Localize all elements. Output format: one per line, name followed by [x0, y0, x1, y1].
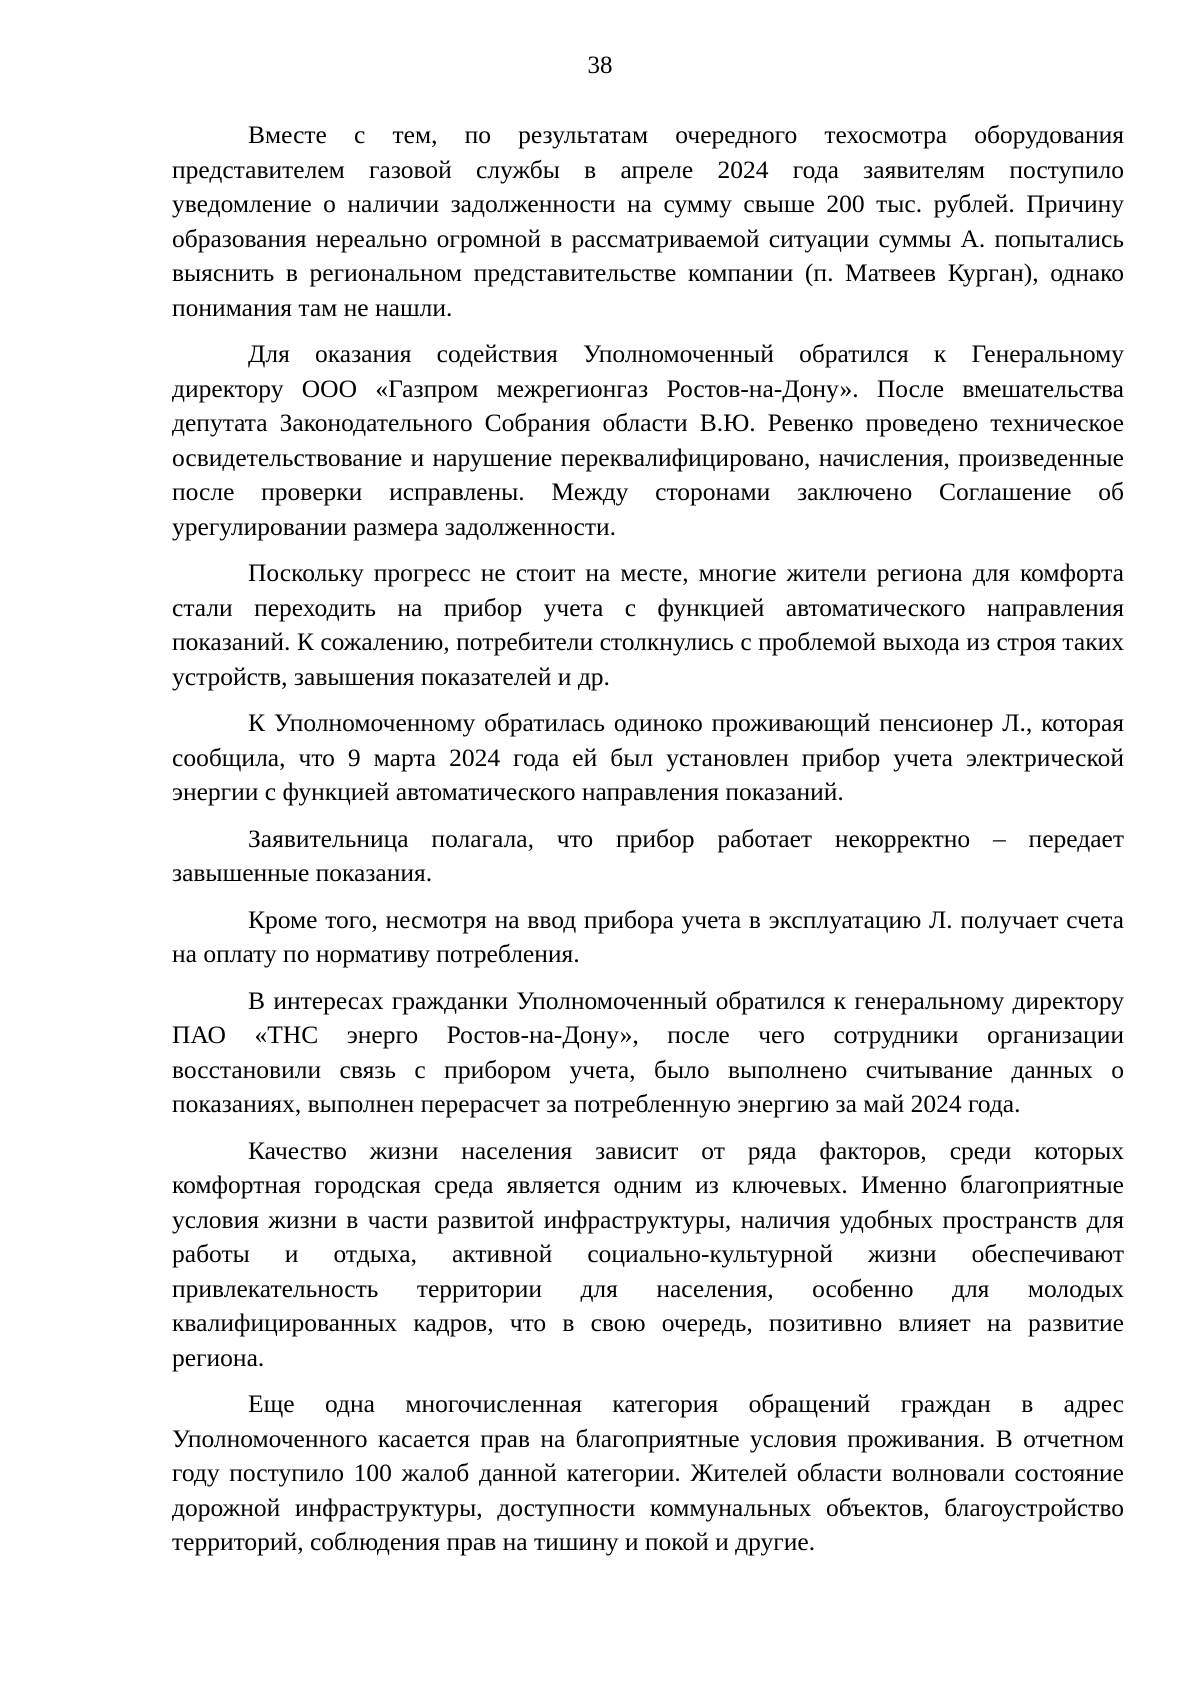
paragraph-quality-of-life: Качество жизни населения зависит от ряда факторов, среди которых комфортная городская среда является одним из ключевых. Именно благоприятные условия жизни в части развитой инфраструктуры, наличия удобных пространств для работы и отдыха, активной социально-культурной жизни обеспечивают привлекательность территории для населения, особенно для молодых квалифицированных кадров, что в свою очередь, позитивно влияет на развитие региона. [172, 1135, 1124, 1372]
paragraph-tns-energo-appeal: В интересах гражданки Уполномоченный обратился к генеральному директору ПАО «ТНС энерго Ростов-на-Дону», после чего сотрудники организации восстановили связь с прибором учета, было выполнено считывание данных о показаниях, выполнен перерасчет за потребленную энергию за май 2024 года. [172, 985, 1124, 1118]
document-body [172, 118, 1124, 1572]
paragraph-pensioner-complaint: К Уполномоченному обратилась одиноко проживающий пенсионер Л., которая сообщила, что 9 марта 2024 года ей был установлен прибор учета электрической энергии с функцией автоматического направления показаний. [172, 708, 1124, 806]
paragraph-smart-meters: Поскольку прогресс не стоит на месте, многие жители региона для комфорта стали переходить на прибор учета с функцией автоматического направления показаний. К сожалению, потребители столкнулись с проблемой выхода из строя таких устройств, завышения показателей и др. [172, 558, 1124, 691]
paragraph-incorrect-readings: Заявительница полагала, что прибор работает некорректно – передает завышенные показания. [172, 823, 1124, 887]
paragraph-living-conditions: Еще одна многочисленная категория обращений граждан в адрес Уполномоченного касается прав на благоприятные условия проживания. В отчетном году поступило 100 жалоб данной категории. Жителей области волновали состояние дорожной инфраструктуры, доступности коммунальных объектов, благоустройство территорий, соблюдения прав на тишину и покой и другие. [172, 1389, 1124, 1556]
paragraph-inspection-debt: Вместе с тем, по результатам очередного техосмотра оборудования представителем газовой службы в апреле 2024 года заявителям поступило уведомление о наличии задолженности на сумму свыше 200 тыс. рублей. Причину образования нереально огромной в рассматриваемой ситуации суммы А. попытались выяснить в региональном представительстве компании (п. Матвеев Курган), однако понимания там не нашли. [172, 120, 1124, 322]
page-number: 38 [587, 52, 613, 79]
paragraph-norm-billing: Кроме того, несмотря на ввод прибора учета в эксплуатацию Л. получает счета на оплату по нормативу потребления. [172, 904, 1124, 968]
paragraph-gazprom-appeal: Для оказания содействия Уполномоченный обратился к Генеральному директору ООО «Газпром межрегионгаз Ростов-на-Дону». После вмешательства депутата Законодательного Собрания области В.Ю. Ревенко проведено техническое освидетельствование и нарушение переквалифицировано, начисления, произведенные после проверки исправлены. Между сторонами заключено Соглашение об урегулировании размера задолженности. [172, 339, 1124, 541]
